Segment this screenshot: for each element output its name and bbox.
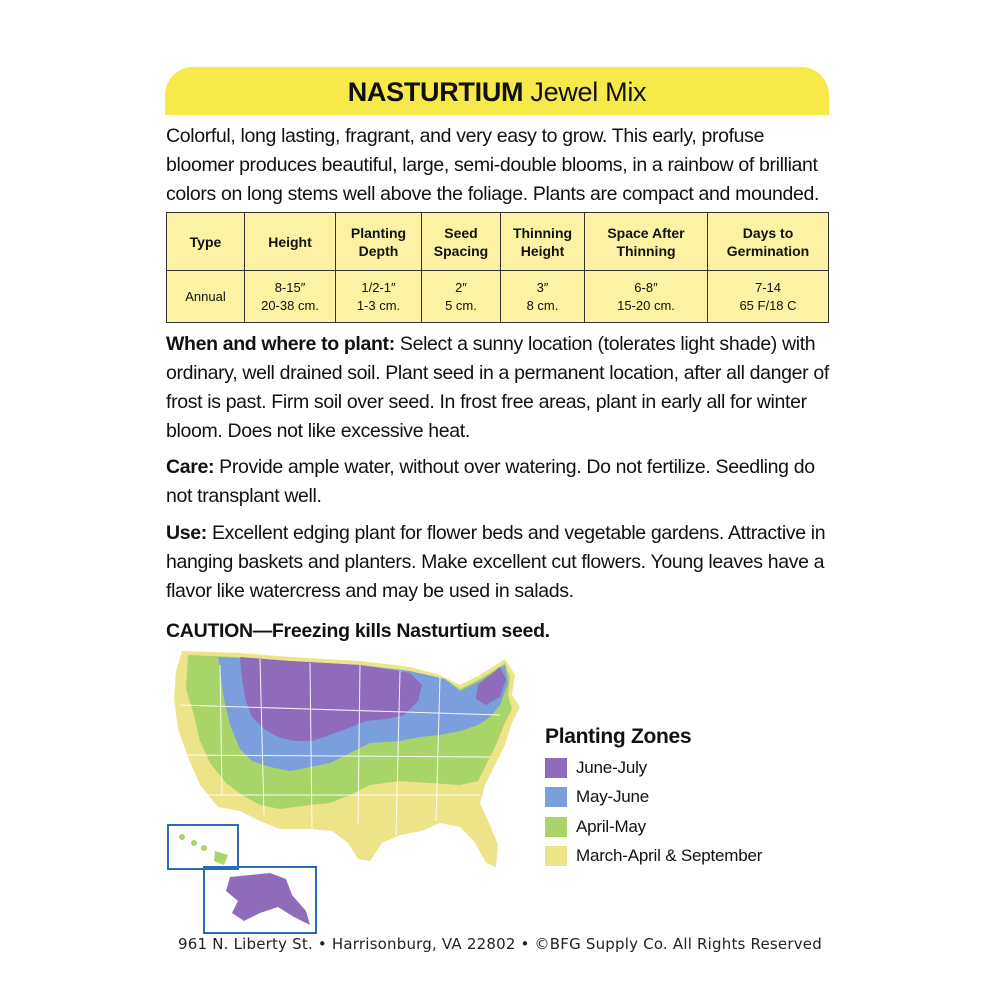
legend-label: March-April & September (576, 846, 763, 866)
legend-item (545, 753, 762, 783)
header-thinning-height: Thinning Height (501, 213, 585, 271)
value-thinning-height: 3″ 8 cm. (501, 271, 585, 323)
swatch-may-june (545, 787, 567, 807)
value-planting-depth: 1/2-1″ 1-3 cm. (336, 271, 422, 323)
value-space-after-thinning: 6-8″ 15-20 cm. (585, 271, 708, 323)
alaska-shape (226, 873, 310, 925)
legend-label: April-May (576, 816, 646, 836)
header-seed-spacing: Seed Spacing (422, 213, 501, 271)
title-banner (165, 67, 829, 115)
table-row (167, 271, 829, 323)
legend-item (545, 842, 762, 872)
use-heading: Use: (166, 522, 207, 544)
product-name: NASTURTIUM (347, 77, 524, 107)
footer-address: 961 N. Liberty St. • Harrisonburg, VA 22802 • ©BFG Supply Co. All Rights Reserved (178, 935, 822, 953)
value-height: 8-15″ 20-38 cm. (245, 271, 336, 323)
swatch-june-july (545, 758, 567, 778)
legend-label: May-June (576, 787, 650, 807)
care-section (166, 453, 836, 511)
swatch-march-april-september (545, 846, 567, 866)
header-days-to-germination: Days to Germination (708, 213, 829, 271)
legend-label: June-July (576, 757, 647, 777)
care-text: Provide ample water, without over watering. Do not fertilize. Seedling do not transplant well. (166, 456, 815, 507)
hawaii-islands (179, 834, 228, 865)
legend-item (545, 783, 762, 813)
swatch-april-may (545, 817, 567, 837)
header-space-after-thinning: Space After Thinning (585, 213, 708, 271)
legend-title: Planting Zones (545, 725, 692, 748)
value-days-to-germination: 7-14 65 F/18 C (708, 271, 829, 323)
when-where-text: Select a sunny location (tolerates light shade) with ordinary, well drained soil. Plant seed in a permanent location, after all danger of frost is past. Firm soil over seed. In frost free areas, plant in early all for winter bloom. Does not like excessive heat. (166, 333, 829, 442)
legend-item (545, 812, 762, 842)
us-map-illustration (160, 645, 540, 935)
care-heading: Care: (166, 456, 215, 478)
value-seed-spacing: 2″ 5 cm. (422, 271, 501, 323)
when-where-heading: When and where to plant: (166, 333, 395, 355)
table-header-row (167, 213, 829, 271)
planting-zones-legend (545, 725, 762, 871)
header-planting-depth: Planting Depth (336, 213, 422, 271)
planting-info-table (166, 212, 829, 323)
use-section (166, 519, 836, 606)
value-type: Annual (167, 271, 245, 323)
intro-description: Colorful, long lasting, fragrant, and very easy to grow. This early, profuse bloomer produces beautiful, large, semi-double blooms, in a rainbow of brilliant colors on long stems well above the foliage. Plants are compact and mounded. (166, 125, 820, 205)
caution-note: CAUTION—Freezing kills Nasturtium seed. (166, 620, 550, 642)
header-type: Type (167, 213, 245, 271)
use-text: Excellent edging plant for flower beds and vegetable gardens. Attractive in hanging baskets and planters. Make excellent cut flowers. Young leaves have a flavor like watercress and may be used in salads. (166, 522, 826, 602)
when-where-section (166, 330, 836, 446)
product-variety: Jewel Mix (530, 77, 647, 107)
header-height: Height (245, 213, 336, 271)
planting-zone-map (160, 645, 540, 935)
